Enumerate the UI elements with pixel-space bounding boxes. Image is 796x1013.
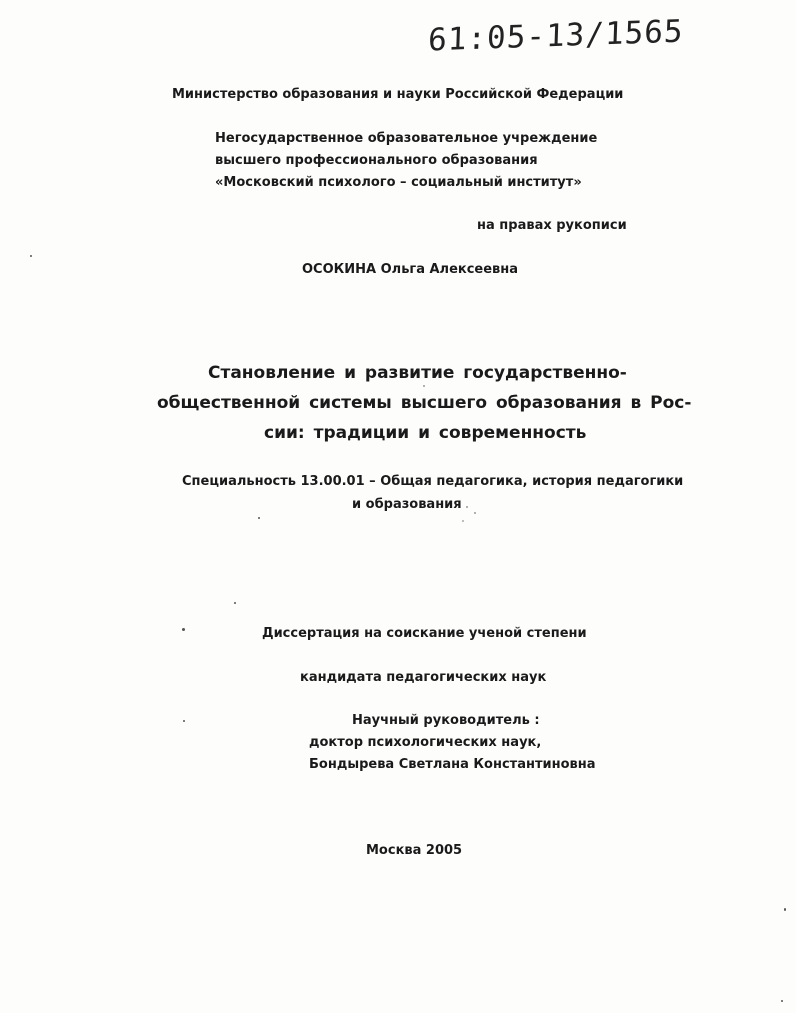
title-line-3: сии: традиции и современность — [264, 423, 587, 443]
title-line-2: общественной системы высшего образования в Рос- — [157, 393, 692, 413]
manuscript-note: на правах рукописи — [477, 218, 627, 233]
scan-speck — [182, 628, 185, 631]
handwritten-archive-number: 61:05-13/1565 — [427, 13, 685, 59]
scan-speck — [183, 720, 185, 722]
scan-speck — [30, 255, 32, 257]
scan-speck — [784, 908, 786, 911]
ministry-heading: Министерство образования и науки Российской Федерации — [172, 87, 624, 102]
scan-speck — [466, 506, 468, 508]
supervisor-rank: доктор психологических наук, — [309, 735, 542, 750]
institution-line-2: высшего профессионального образования — [215, 153, 538, 168]
institution-line-3: «Московский психолого – социальный институт» — [215, 175, 582, 190]
author-name: ОСОКИНА Ольга Алексеевна — [302, 262, 519, 277]
scan-speck — [474, 512, 476, 514]
scan-speck — [462, 520, 464, 522]
scan-speck — [423, 385, 425, 387]
dissertation-line: Диссертация на соискание ученой степени — [262, 626, 587, 641]
scan-speck — [234, 602, 236, 604]
institution-line-1: Негосударственное образовательное учреждение — [215, 131, 598, 146]
supervisor-label: Научный руководитель : — [352, 713, 540, 728]
degree-line: кандидата педагогических наук — [300, 670, 547, 685]
scan-speck — [781, 1000, 783, 1002]
city-year: Москва 2005 — [366, 843, 463, 858]
specialty-line-2: и образования — [352, 497, 462, 512]
scan-speck — [258, 517, 260, 519]
title-line-1: Становление и развитие государственно- — [208, 363, 627, 383]
supervisor-name: Бондырева Светлана Константиновна — [309, 757, 596, 772]
specialty-line-1: Специальность 13.00.01 – Общая педагогика, история педагогики — [182, 474, 684, 489]
